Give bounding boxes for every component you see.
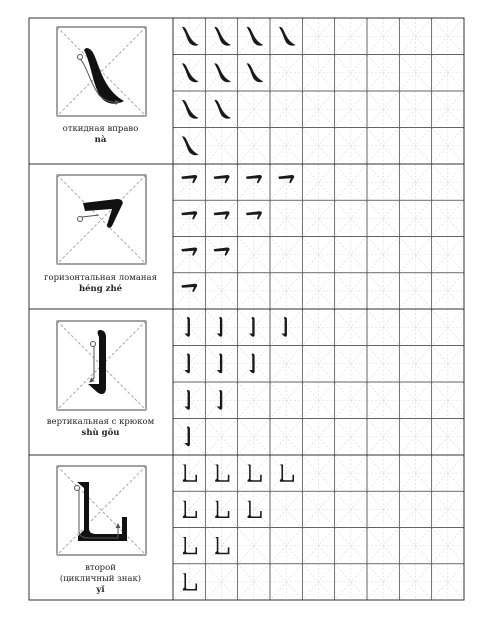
practice-cell xyxy=(238,528,270,564)
practice-cell xyxy=(173,273,205,309)
practice-glyph xyxy=(217,354,223,374)
practice-cell xyxy=(270,419,302,456)
practice-cell xyxy=(399,309,431,346)
demo-box-shu-gou xyxy=(57,321,146,410)
practice-cell xyxy=(302,309,334,346)
demo-box-yi xyxy=(57,466,146,555)
practice-glyph xyxy=(281,317,287,337)
practice-cell xyxy=(238,455,270,491)
practice-cell xyxy=(399,55,431,92)
practice-cell xyxy=(367,491,399,527)
practice-cell xyxy=(302,200,334,236)
practice-cell xyxy=(205,200,237,236)
practice-cell xyxy=(270,564,302,600)
practice-cell xyxy=(205,128,237,165)
practice-cell xyxy=(432,200,464,236)
practice-cell xyxy=(238,164,270,200)
practice-cell xyxy=(270,128,302,165)
practice-cell xyxy=(302,237,334,273)
practice-cell xyxy=(399,419,431,456)
practice-cell xyxy=(432,164,464,200)
practice-cell xyxy=(302,455,334,491)
practice-cell xyxy=(238,419,270,456)
practice-cell xyxy=(205,164,237,200)
practice-cell xyxy=(302,346,334,383)
practice-cell xyxy=(238,382,270,419)
practice-cell xyxy=(335,128,367,165)
practice-cell xyxy=(432,309,464,346)
practice-cell xyxy=(270,528,302,564)
practice-cell xyxy=(335,564,367,600)
practice-cell xyxy=(335,382,367,419)
practice-cell xyxy=(302,491,334,527)
practice-cell xyxy=(335,491,367,527)
practice-cell xyxy=(399,164,431,200)
practice-cell xyxy=(335,419,367,456)
practice-cell xyxy=(432,55,464,92)
practice-cell xyxy=(335,309,367,346)
practice-cell xyxy=(238,91,270,128)
practice-cell xyxy=(238,128,270,165)
practice-cell xyxy=(205,491,237,527)
practice-cell xyxy=(432,346,464,383)
demo-box-na xyxy=(57,27,146,116)
practice-glyph xyxy=(184,427,190,447)
practice-cell xyxy=(367,55,399,92)
pinyin-yi: yǐ xyxy=(96,585,105,595)
practice-cell xyxy=(270,455,302,491)
practice-cell xyxy=(367,128,399,165)
practice-glyph xyxy=(217,390,223,410)
practice-cell xyxy=(367,91,399,128)
practice-cell xyxy=(399,237,431,273)
practice-cell xyxy=(367,346,399,383)
practice-cell xyxy=(399,491,431,527)
practice-cell xyxy=(205,273,237,309)
practice-glyph xyxy=(184,390,190,410)
practice-cell xyxy=(302,55,334,92)
practice-cell xyxy=(238,273,270,309)
practice-cell xyxy=(302,564,334,600)
practice-cell xyxy=(205,528,237,564)
caption-shu-gou xyxy=(29,417,172,439)
caption-na xyxy=(29,124,172,146)
practice-cell xyxy=(367,455,399,491)
practice-cell xyxy=(367,18,399,55)
practice-cell xyxy=(270,346,302,383)
practice-cell xyxy=(205,455,237,491)
practice-cell xyxy=(205,237,237,273)
stroke-name-heng-zhe: горизонтальная ломаная xyxy=(44,273,157,283)
practice-cell xyxy=(335,200,367,236)
practice-cell xyxy=(238,564,270,600)
practice-cell xyxy=(335,91,367,128)
demo-box-heng-zhe xyxy=(57,175,146,264)
practice-cell xyxy=(302,128,334,165)
practice-glyph xyxy=(184,317,190,337)
practice-cell xyxy=(173,528,205,564)
practice-cell xyxy=(399,564,431,600)
practice-cell xyxy=(335,455,367,491)
practice-cell xyxy=(335,528,367,564)
practice-cell xyxy=(173,455,205,491)
practice-cell xyxy=(432,564,464,600)
practice-cell xyxy=(302,528,334,564)
practice-cell xyxy=(432,91,464,128)
practice-cell xyxy=(432,528,464,564)
practice-cell xyxy=(238,200,270,236)
practice-cell xyxy=(335,164,367,200)
practice-cell xyxy=(367,564,399,600)
practice-cell xyxy=(205,564,237,600)
practice-cell xyxy=(270,382,302,419)
practice-cell xyxy=(302,273,334,309)
practice-cell xyxy=(432,128,464,165)
practice-cell xyxy=(399,200,431,236)
practice-cell xyxy=(432,455,464,491)
practice-cell xyxy=(270,91,302,128)
practice-cell xyxy=(432,18,464,55)
practice-cell xyxy=(173,491,205,527)
practice-cell xyxy=(399,346,431,383)
practice-cell xyxy=(270,491,302,527)
practice-cell xyxy=(302,18,334,55)
pinyin-na: nà xyxy=(94,135,107,145)
practice-cell xyxy=(367,164,399,200)
pinyin-shu-gou: shù gōu xyxy=(81,428,120,438)
practice-cell xyxy=(399,528,431,564)
practice-cell xyxy=(367,237,399,273)
caption-heng-zhe xyxy=(29,273,172,295)
practice-cell xyxy=(367,419,399,456)
practice-cell xyxy=(367,273,399,309)
practice-cell xyxy=(270,237,302,273)
practice-cell xyxy=(432,273,464,309)
practice-glyph xyxy=(184,354,190,374)
practice-glyph xyxy=(249,354,255,374)
stroke-name-yi-line2: (цикличный знак) xyxy=(59,574,142,584)
practice-cell xyxy=(270,200,302,236)
practice-cell xyxy=(302,164,334,200)
practice-cell xyxy=(367,528,399,564)
practice-cell xyxy=(173,237,205,273)
practice-cell xyxy=(238,491,270,527)
practice-cell xyxy=(335,18,367,55)
practice-cell xyxy=(432,237,464,273)
practice-cell xyxy=(399,18,431,55)
practice-cell xyxy=(335,237,367,273)
practice-cell xyxy=(335,273,367,309)
practice-cell xyxy=(335,55,367,92)
practice-cell xyxy=(432,491,464,527)
pinyin-heng-zhe: héng zhé xyxy=(78,284,123,294)
practice-cell xyxy=(270,164,302,200)
stroke-name-na: откидная вправо xyxy=(62,124,139,134)
practice-cell xyxy=(173,164,205,200)
practice-cell xyxy=(302,419,334,456)
practice-glyph xyxy=(217,317,223,337)
practice-cell xyxy=(367,200,399,236)
practice-cell xyxy=(399,455,431,491)
caption-yi xyxy=(29,563,172,596)
practice-cell xyxy=(205,419,237,456)
stroke-name-yi-line1: второй xyxy=(85,563,116,573)
practice-cell xyxy=(367,309,399,346)
stroke-name-shu-gou: вертикальная с крюком xyxy=(46,417,155,427)
practice-cell xyxy=(367,382,399,419)
practice-cell xyxy=(302,382,334,419)
practice-cell xyxy=(302,91,334,128)
practice-cell xyxy=(432,382,464,419)
practice-cell xyxy=(173,564,205,600)
practice-cell xyxy=(173,200,205,236)
practice-cell xyxy=(270,55,302,92)
practice-cell xyxy=(335,346,367,383)
practice-cell xyxy=(399,128,431,165)
practice-cell xyxy=(399,382,431,419)
practice-cell xyxy=(432,419,464,456)
practice-cell xyxy=(238,237,270,273)
practice-glyph xyxy=(249,317,255,337)
practice-cell xyxy=(399,273,431,309)
practice-cell xyxy=(270,273,302,309)
practice-cell xyxy=(399,91,431,128)
